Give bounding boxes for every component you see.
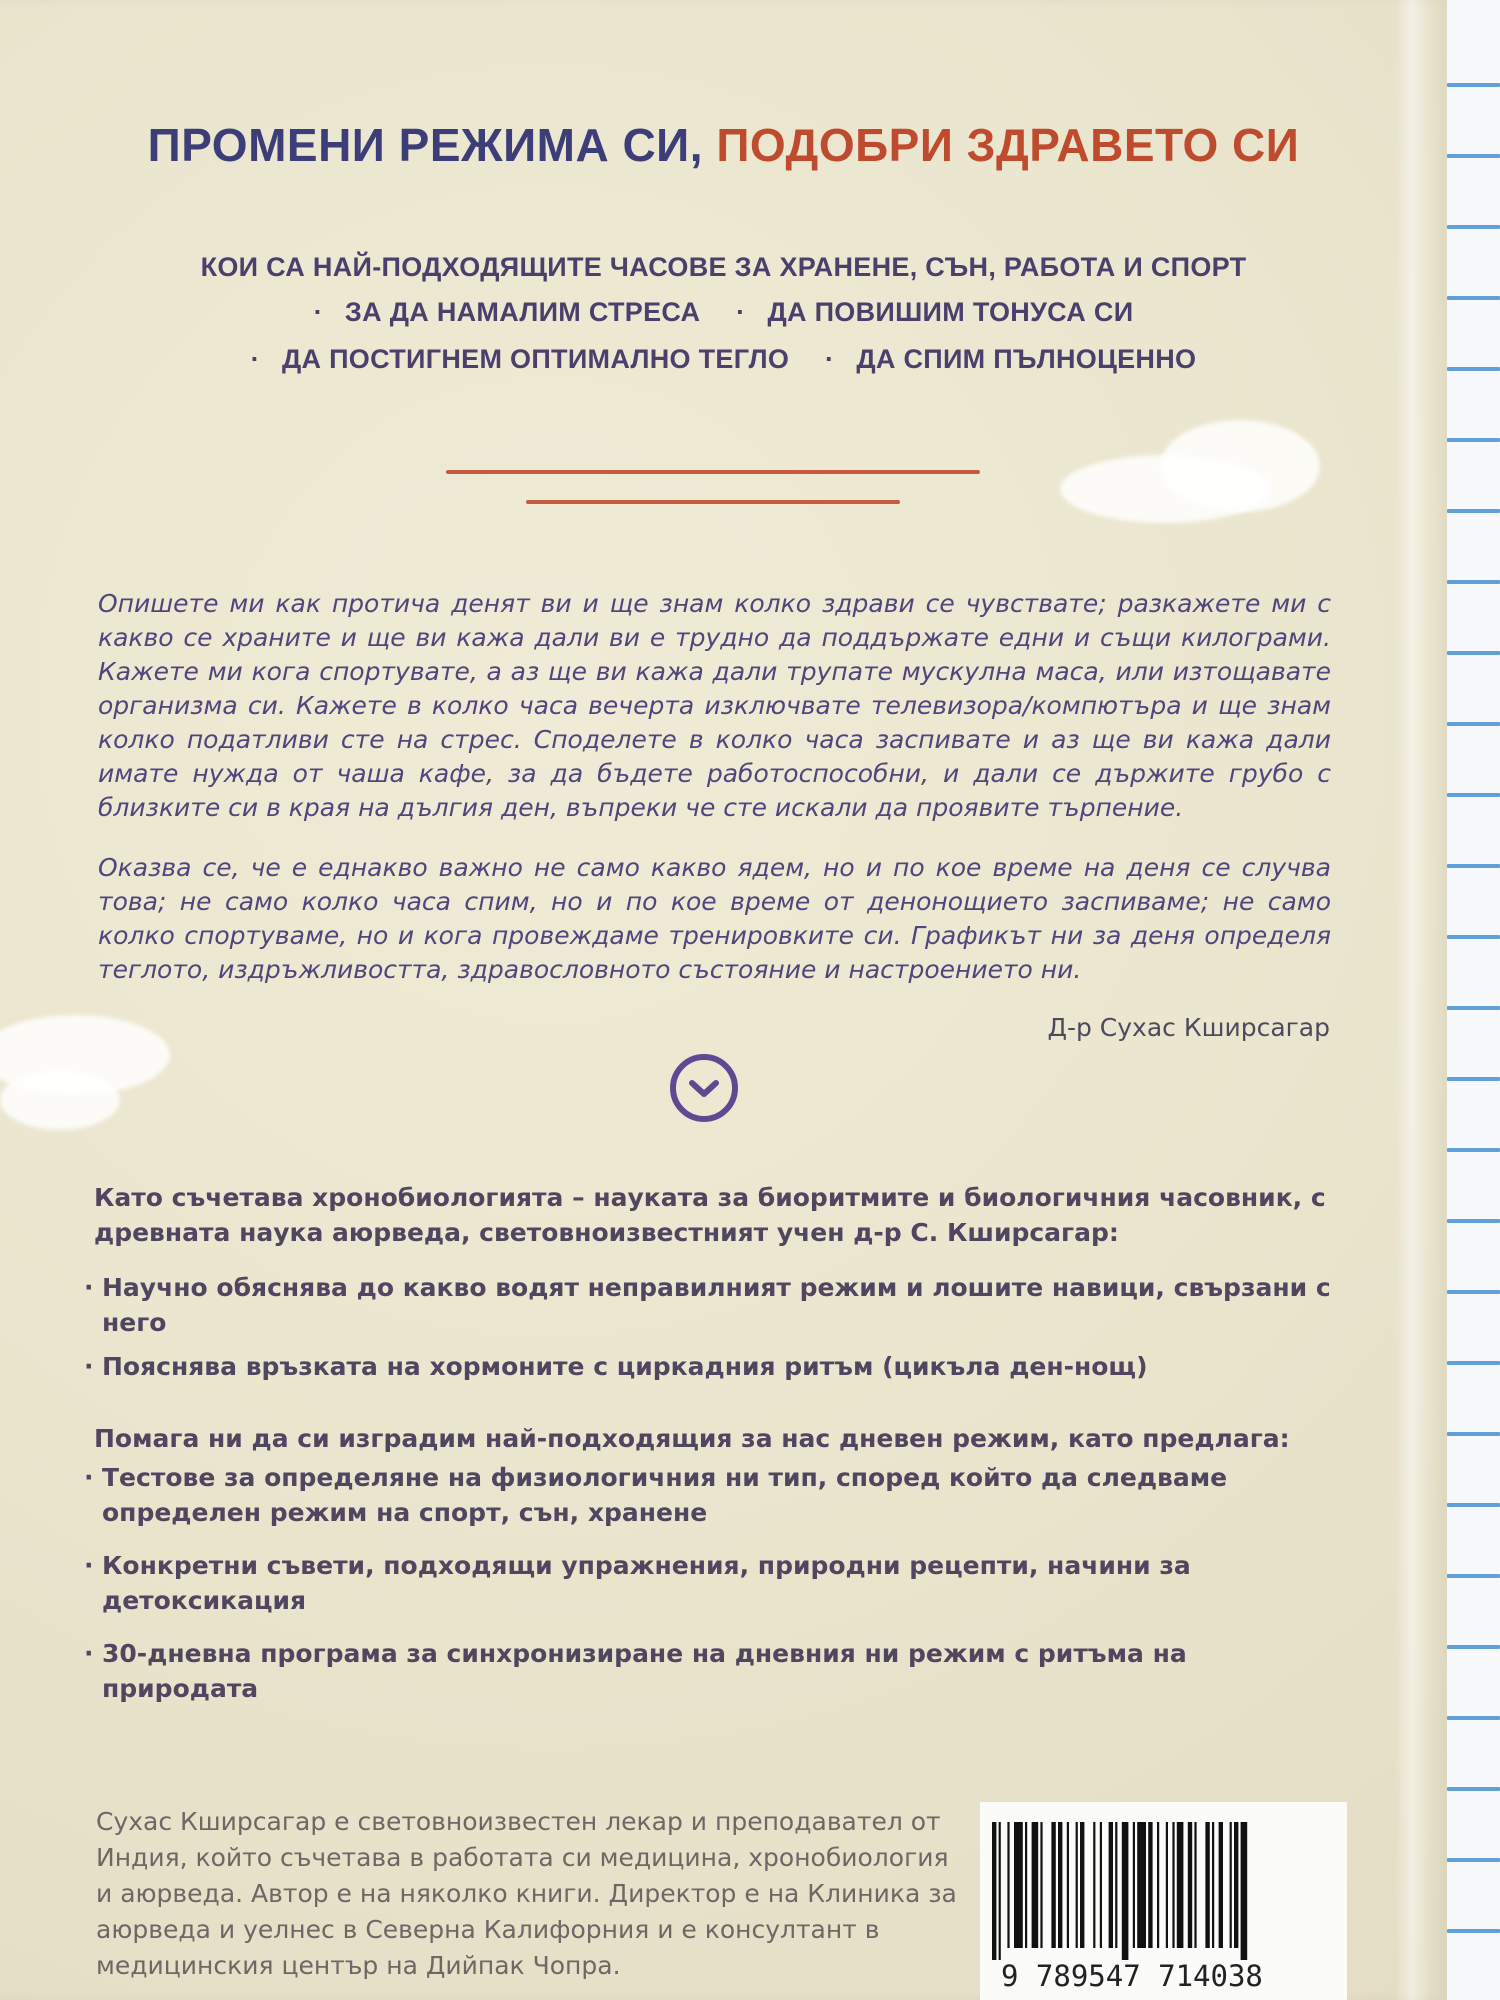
barcode-bar	[1032, 1822, 1039, 1948]
barcode-bar	[1080, 1822, 1084, 1948]
notebook-rule-line	[1447, 1716, 1500, 1720]
barcode-bar	[1205, 1822, 1209, 1948]
notebook-rule-line	[1447, 1361, 1500, 1365]
notebook-page	[1445, 0, 1500, 2000]
barcode-bar	[1007, 1822, 1009, 1948]
barcode-bar	[992, 1822, 996, 1960]
barcode-bar	[1212, 1822, 1214, 1948]
notebook-rule-line	[1447, 1077, 1500, 1081]
barcode-bar	[1188, 1822, 1192, 1948]
notebook-rule-line	[1447, 438, 1500, 442]
barcode-bar	[1109, 1822, 1113, 1948]
notebook-rule-line	[1447, 1503, 1500, 1507]
notebook-rule-line	[1447, 154, 1500, 158]
list-item	[84, 1270, 1332, 1340]
quote-paragraph-1: Опишете ми как протича денят ви и ще знам колко здрави се чувствате; разкажете ми с какво се храните и ще ви кажа дали ви е трудно да поддържате едни и същи килограми. Кажете ми кога спортувате, а аз ще ви кажа дали трупате мускулна маса, или изтощавате организма си. Кажете в колко часа вечерта изключвате телевизора/компютъра и ще знам колко податливи сте на стрес. Споделете в колко часа заспивате и аз ще ви кажа дали имате нужда от чаша кафе, за да бъдете работоспособни, и дали се държите грубо с близките си в края на дългия ден, въпреки че сте искали да проявите търпение.	[98, 589, 1331, 822]
barcode-bar	[1122, 1822, 1129, 1960]
notebook-rule-line	[1447, 1574, 1500, 1578]
notebook-rule-line	[1447, 296, 1500, 300]
barcode-bar	[1051, 1822, 1055, 1948]
barcode-bar	[1076, 1822, 1078, 1948]
notebook-rule-line	[1447, 935, 1500, 939]
notebook-rule-line	[1447, 1645, 1500, 1649]
cloud-right-puff	[1160, 420, 1320, 512]
notebook-rule-line	[1447, 1432, 1500, 1436]
description-intro-2: Помага ни да си изградим най-подходящия за нас дневен режим, като предлага:	[94, 1424, 1290, 1453]
quote-author: Д-р Сухас Кширсагар	[1047, 1013, 1330, 1042]
subtitle-line-3a: ДА ПОСТИГНЕМ ОПТИМАЛНО ТЕГЛО	[281, 344, 790, 374]
barcode-bar	[1067, 1822, 1069, 1948]
subtitle-line-2a: ЗА ДА НАМАЛИМ СТРЕСА	[344, 297, 701, 327]
subtitle-bullet: ·	[313, 297, 323, 327]
cover-title	[0, 118, 1447, 172]
barcode-bar	[1241, 1822, 1248, 1960]
title-left: ПРОМЕНИ РЕЖИМА СИ,	[147, 119, 704, 171]
bullet-marker: ·	[84, 1639, 94, 1668]
cloud-left-puff	[0, 1070, 120, 1130]
barcode-bar	[1172, 1822, 1174, 1948]
barcode-bar	[999, 1822, 1001, 1960]
notebook-rule-line	[1447, 864, 1500, 868]
feature-text: Пояснява връзката на хормоните с циркадния ритъм (цикъла ден-нощ)	[102, 1352, 1148, 1381]
barcode-icon	[992, 1822, 1336, 1960]
notebook-rule-line	[1447, 1290, 1500, 1294]
subtitle-line-2b: ДА ПОВИШИМ ТОНУСА СИ	[767, 297, 1134, 327]
subtitle-line-3b: ДА СПИМ ПЪЛНОЦЕННО	[856, 344, 1197, 374]
bullet-marker: ·	[84, 1463, 94, 1492]
subtitle-bullet: ·	[736, 297, 746, 327]
title-right: ПОДОБРИ ЗДРАВЕТО СИ	[716, 119, 1300, 171]
clock-icon	[668, 1052, 740, 1124]
barcode-bar	[1137, 1822, 1146, 1948]
list-item	[84, 1349, 1332, 1384]
separator-line-bottom	[526, 500, 900, 504]
feature-text: Тестове за определяне на физиологичния ни тип, според който да следваме определен режим на спорт, сън, хранене	[102, 1463, 1228, 1527]
barcode-bar	[1100, 1822, 1102, 1948]
subtitle-line-3	[0, 344, 1447, 375]
notebook-rule-line	[1447, 367, 1500, 371]
feature-text: 30-дневна програма за синхронизиране на дневния ни режим с ритъма на природата	[102, 1639, 1187, 1703]
notebook-rule-line	[1447, 509, 1500, 513]
author-bio: Сухас Кширсагар е световноизвестен лекар и преподавател от Индия, който съчетава в работата си медицина, хронобиология и аюрведа. Автор е на няколко книги. Директор е на Клиника за аюрведа и уелнес в Северна Калифорния и е консултант в медицинския център на Дийпак Чопра.	[96, 1807, 957, 1980]
notebook-rule-line	[1447, 1787, 1500, 1791]
separator-line-top	[446, 470, 980, 474]
notebook-rule-line	[1447, 1148, 1500, 1152]
barcode-bar	[1194, 1822, 1196, 1948]
notebook-rule-line	[1447, 1929, 1500, 1933]
barcode-bar	[1040, 1822, 1042, 1948]
barcode-bar	[1025, 1822, 1027, 1948]
subtitle-line-1: КОИ СА НАЙ-ПОДХОДЯЩИТЕ ЧАСОВЕ ЗА ХРАНЕНЕ, СЪН, РАБОТА И СПОРТ	[200, 252, 1247, 282]
barcode-bar	[1219, 1822, 1223, 1948]
barcode-bar	[1058, 1822, 1062, 1948]
subtitle-bullet: ·	[825, 344, 835, 374]
notebook-rule-line	[1447, 580, 1500, 584]
barcode-bar	[1093, 1822, 1095, 1948]
bullet-marker: ·	[84, 1273, 94, 1302]
notebook-rule-line	[1447, 1006, 1500, 1010]
feature-text: Конкретни съвети, подходящи упражнения, природни рецепти, начини за детоксикация	[102, 1551, 1191, 1615]
list-item	[84, 1548, 1332, 1618]
notebook-rule-line	[1447, 83, 1500, 87]
notebook-rule-line	[1447, 793, 1500, 797]
feature-text: Научно обяснява до какво водят неправилният режим и лошите навици, свързани с него	[102, 1273, 1331, 1337]
barcode-bar	[1230, 1822, 1232, 1948]
barcode-label	[980, 1802, 1347, 2000]
subtitle-line-2	[0, 297, 1447, 328]
barcode-bar	[1157, 1822, 1159, 1948]
notebook-rule-line	[1447, 651, 1500, 655]
description-intro: Като съчетава хронобиологията – науката за биоритмите и биологичния часовник, с древната наука аюрведа, световноизвестният учен д-р С. Кширсагар:	[94, 1183, 1326, 1247]
barcode-bar	[1014, 1822, 1023, 1948]
notebook-rule-line	[1447, 225, 1500, 229]
barcode-bar	[1234, 1822, 1238, 1948]
notebook-rule-line	[1447, 722, 1500, 726]
barcode-bar	[1166, 1822, 1168, 1948]
barcode-bar	[1148, 1822, 1152, 1948]
list-item	[84, 1460, 1332, 1530]
list-item	[84, 1636, 1332, 1706]
notebook-rule-line	[1447, 1219, 1500, 1223]
quote-paragraph-2: Оказва се, че е еднакво важно не само какво ядем, но и по кое време на деня се случва това; не само колко часа спим, но и по кое време от денонощието заспиваме; не само колко спортуваме, но и кога провеждаме тренировките си. Графикът ни за деня определя теглото, издръжливостта, здравословното състояние и настроението ни.	[98, 853, 1331, 984]
isbn-number: 9 789547 714038	[1001, 1959, 1263, 1993]
subtitle-bullet: ·	[250, 344, 260, 374]
notebook-rule-line	[1447, 1858, 1500, 1862]
barcode-bar	[1177, 1822, 1184, 1948]
bullet-marker: ·	[84, 1352, 94, 1381]
barcode-bar	[1115, 1822, 1117, 1948]
barcode-bar	[1133, 1822, 1135, 1948]
bullet-marker: ·	[84, 1551, 94, 1580]
